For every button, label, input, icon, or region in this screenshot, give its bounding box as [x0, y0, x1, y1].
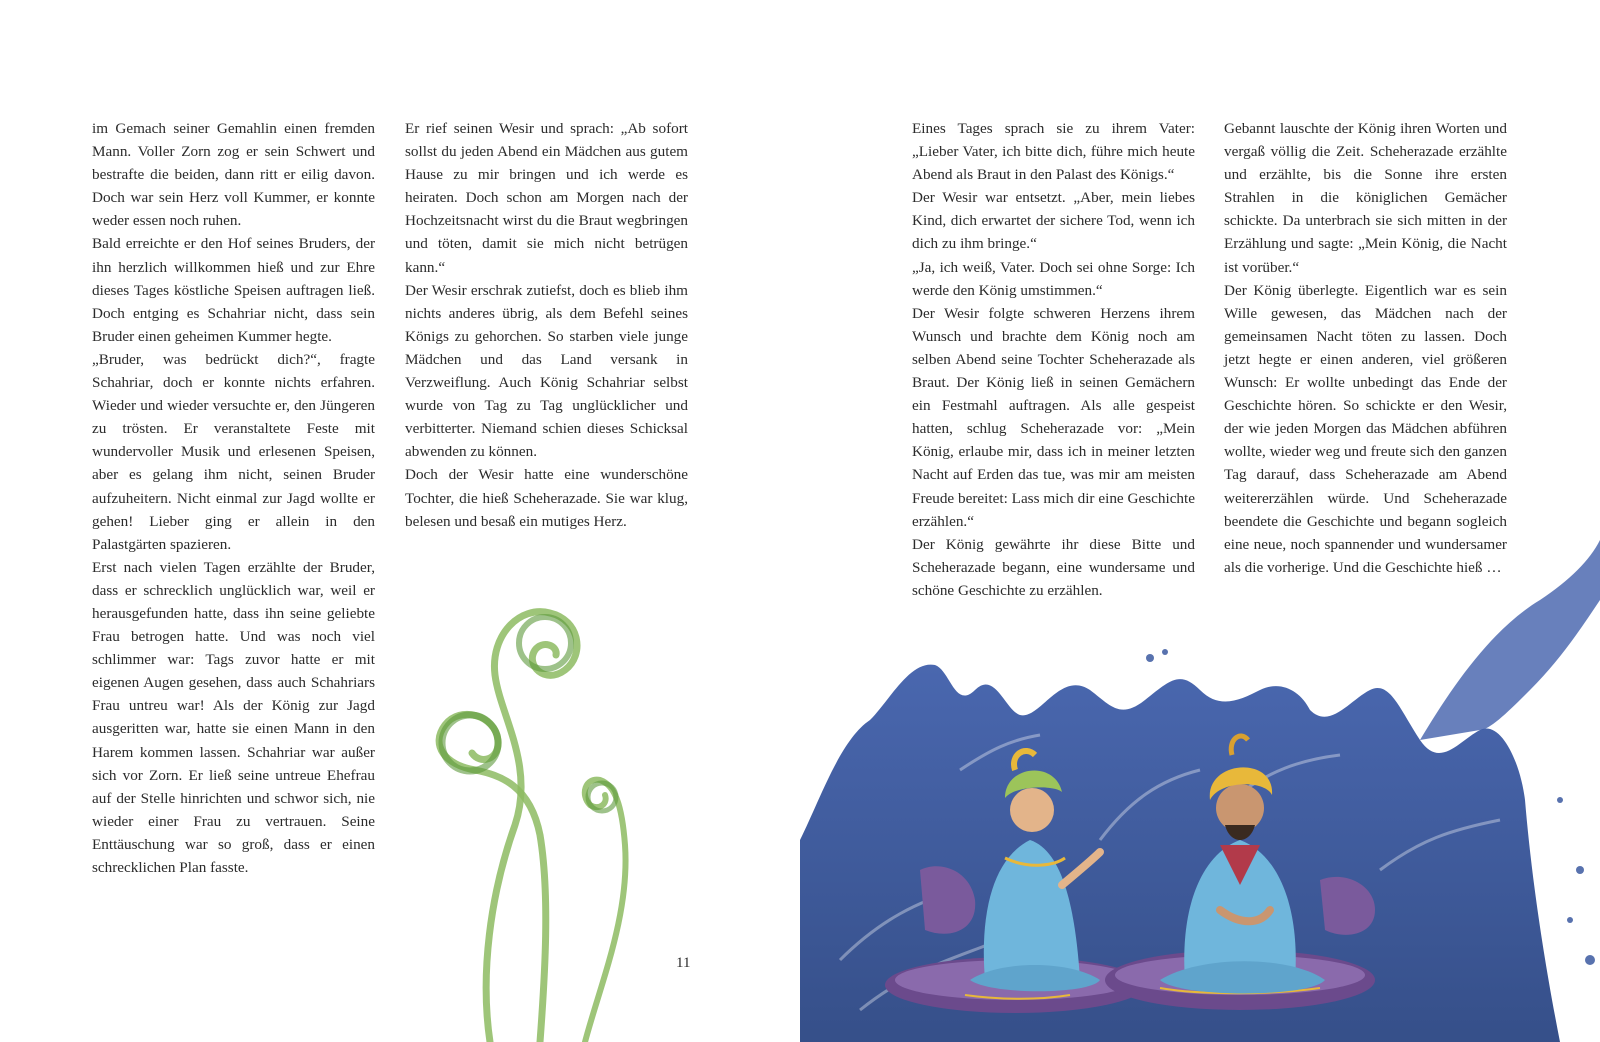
- text-column-4: [1224, 117, 1507, 579]
- fern-illustration: [420, 595, 660, 1042]
- text-column-3: [912, 117, 1195, 602]
- scheherazade-king-illustration: [800, 540, 1600, 1042]
- paragraph: „Ja, ich weiß, Vater. Doch sei ohne Sorge: Ich werde den König umstimmen.“: [912, 258, 1195, 299]
- paragraph: Eines Tages sprach sie zu ihrem Vater: „Lieber Vater, ich bitte dich, führe mich heute Abend als Braut in den Palast des Königs.“: [912, 120, 1195, 184]
- paragraph: Er rief seinen Wesir und sprach: „Ab sofort sollst du jeden Abend ein Mädchen aus gutem Hause zu mir bringen und ich werde es heiraten. Doch schon am Morgen nach der Hochzeitsnacht wirst du die Braut wegbringen und töten, damit sie mich nicht betrügen kann.“: [405, 120, 688, 276]
- paragraph: im Gemach seiner Gemahlin einen fremden Mann. Voller Zorn zog er sein Schwert und bestrafte die beiden, dann ritt er eilig davon. Doch war sein Herz voll Kummer, er konnte weder essen noch ruhen.: [92, 120, 375, 230]
- right-page: [800, 0, 1600, 1042]
- paragraph: Gebannt lauschte der König ihren Worten und vergaß völlig die Zeit. Scheherazade erzählte und erzählte, bis die Sonne ihre ersten Strahlen in die königlichen Gemächer schickte. Da unterbrach sie sich mitten in der Erzählung und sagte: „Mein König, die Nacht ist vorüber.“: [1224, 120, 1507, 276]
- paragraph: Der König überlegte. Eigentlich war es sein Wille gewesen, das Mädchen nach der gemeinsamen Nacht töten zu lassen. Doch jetzt hegte er einen anderen, viel größeren Wunsch: Er wollte unbedingt das Ende der Geschichte hören. So schickte er den Wesir, der wie jeden Morgen das Mädchen abführen wollte, wieder weg und freute sich den ganzen Tag darauf, dass Scheherazade am Abend weitererzählen würde. Und Scheherazade beendete die Geschichte und begann sogleich eine neue, noch spannender und wundersamer als die vorherige. Und die Geschichte hieß …: [1224, 281, 1507, 576]
- paragraph: Der Wesir erschrak zutiefst, doch es blieb ihm nichts anderes übrig, als dem Befehl seines Königs zu gehorchen. So starben viele junge Mädchen und das Land versank in Verzweiflung. Auch König Schahriar selbst wurde von Tag zu Tag unglücklicher und verbitterter. Niemand schien dieses Schicksal abwenden zu können.: [405, 281, 688, 461]
- paragraph: Der Wesir folgte schweren Herzens ihrem Wunsch und brachte dem König noch am selben Abend seine Tochter Scheherazade als Braut. Der König ließ in seinen Gemächern ein Festmahl auftragen. Als alle gespeist hatten, schlug Scheherazade vor: „Mein König, erlaube mir, dass ich in meiner letzten Nacht auf Erden das tue, was mir am meisten Freude bereitet: Lass mich dir eine Geschichte erzählen.“: [912, 304, 1195, 530]
- paragraph: Der Wesir war entsetzt. „Aber, mein liebes Kind, dich erwartet der sichere Tod, wenn ich dich zu ihm bringe.“: [912, 189, 1195, 253]
- paragraph: Bald erreichte er den Hof seines Bruders, der ihn herzlich willkommen hieß und zur Ehre dieses Tages köstliche Speisen auftragen ließ. Doch entging es Schahriar nicht, dass sein Bruder einen geheimen Kummer hegte.: [92, 235, 375, 345]
- paragraph: Doch der Wesir hatte eine wunderschöne Tochter, die hieß Scheherazade. Sie war klug, belesen und besaß ein mutiges Herz.: [405, 466, 688, 530]
- text-column-1: [92, 117, 375, 879]
- page-number: 11: [676, 955, 691, 971]
- paragraph: „Bruder, was bedrückt dich?“, fragte Schahriar, doch er konnte nichts erfahren. Wieder und wieder versuchte er, den Jüngeren zu trösten. Er veranstaltete Feste mit wundervoller Musik und erlesenen Speisen, aber es gelang ihm nicht, seinen Bruder aufzuheitern. Nicht einmal zur Jagd wollte er gehen! Lieber ging er allein in den Palastgärten spazieren.: [92, 350, 375, 553]
- text-column-2: [405, 117, 688, 533]
- paragraph: Der König gewährte ihr diese Bitte und Scheherazade begann, eine wundersame und schöne Geschichte zu erzählen.: [912, 535, 1195, 599]
- paragraph: Erst nach vielen Tagen erzählte der Bruder, dass er schrecklich unglücklich war, weil er herausgefunden hatte, dass ihn seine geliebte Frau betrogen hatte. Und was noch viel schlimmer war: Tags zuvor hatte er mit eigenen Augen gesehen, dass auch Schahriars Frau untreu war! Als der König zur Jagd ausgeritten war, hatte sie einen Mann in den Harem kommen lassen. Schahriar war außer sich vor Zorn. Er ließ seine untreue Ehefrau auf der Stelle hinrichten und schwor sich, nie wieder einer Frau zu vertrauen. Seine Enttäuschung war so groß, dass er einen schrecklichen Plan fasste.: [92, 558, 375, 876]
